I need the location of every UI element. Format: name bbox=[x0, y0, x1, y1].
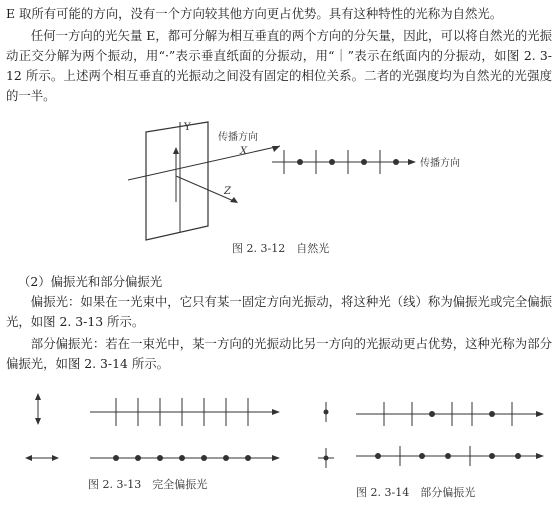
propagation-label-left: 传播方向 bbox=[218, 132, 258, 143]
caption-figure-2-3-12: 图 2. 3-12 自然光 bbox=[232, 242, 330, 255]
propagation-label-right: 传播方向 bbox=[420, 158, 460, 169]
caption-figure-2-3-13: 图 2. 3-13 完全偏振光 bbox=[88, 478, 208, 491]
section-heading-polarized-light: （2）偏振光和部分偏振光 bbox=[18, 274, 163, 289]
figure-complete-polarization bbox=[20, 388, 290, 472]
paragraph-partially-polarized-light: 部分偏振光：若在一束光中，某一方向的光振动比另一方向的光振动更占优势，这种光称为部分偏振光，如图 2. 3-14 所示。 bbox=[6, 336, 552, 371]
natural-light-ray bbox=[272, 150, 416, 174]
axis-label-x: X bbox=[240, 146, 248, 157]
axis-label-y: Y bbox=[184, 122, 191, 133]
caption-figure-2-3-14: 图 2. 3-14 部分偏振光 bbox=[356, 486, 476, 499]
paragraph-natural-light-definition: E 取所有可能的方向，没有一个方向较其他方向更占优势。具有这种特性的光称为自然光。 bbox=[6, 6, 503, 21]
axis-label-z: Z bbox=[224, 186, 231, 197]
paragraph-polarized-light: 偏振光：如果在一光束中，它只有某一固定方向光振动，将这种光（线）称为偏振光或完全偏振光，如图 2. 3-13 所示。 bbox=[6, 294, 552, 329]
figure-partial-polarization bbox=[312, 396, 552, 472]
paragraph-vector-decomposition: 任何一方向的光矢量 E，都可分解为相互垂直的两个方向的分矢量，因此，可以将自然光的光振动正交分解为两个振动，用“·”表示垂直纸面的分振动，用“｜”表示在纸面内的分振动，如图 2. 3-12 所示。上述两个相互垂直的光振动之间没有固定的相位关系。二者的光强度均为自然光的光强度的一半。 bbox=[6, 28, 552, 103]
figure-natural-light bbox=[100, 116, 460, 246]
